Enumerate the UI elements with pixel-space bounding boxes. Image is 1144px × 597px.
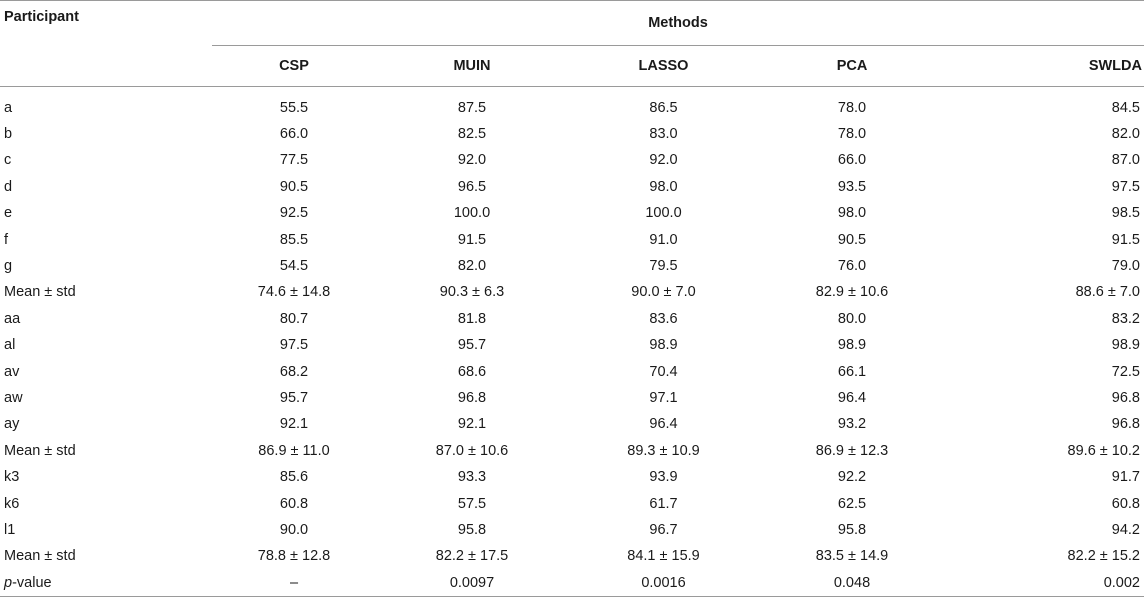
table-cell: 96.8 [1111,416,1140,433]
table-cell: 61.7 [649,495,678,512]
table-row [0,226,1144,252]
table-row [0,95,1144,121]
row-label: k3 [4,469,20,486]
table-cell: 97.1 [649,389,678,406]
row-label: b [4,126,13,143]
table-cell: 82.0 [1111,126,1140,143]
table-body [0,86,1144,596]
table-cell: 85.5 [279,231,309,248]
table-cell: 97.5 [279,337,309,354]
table-cell: 87.5 [457,99,487,116]
table-row [0,253,1144,279]
table-cell: 88.6 ± 7.0 [1075,284,1140,301]
row-label: ay [4,416,20,433]
table-cell: 91.7 [1111,469,1140,486]
table-cell: 60.8 [279,495,309,512]
row-label: g [4,258,13,275]
table-cell: 82.2 ± 15.2 [1067,548,1140,565]
table-cell: 92.1 [279,416,309,433]
table-cell: 98.0 [837,205,867,222]
table-cell: 96.8 [1111,389,1140,406]
methods-header: Methods [212,1,1144,46]
table-cell: 100.0 [453,205,491,222]
table-cell: 84.5 [1111,99,1140,116]
table-cell: 98.5 [1111,205,1140,222]
table-row [0,385,1144,411]
table-cell: 94.2 [1111,521,1140,538]
table-cell: 68.2 [279,363,309,380]
table-cell: 87.0 [1111,152,1140,169]
table-row [0,517,1144,543]
table-cell: 76.0 [837,258,867,275]
pvalue-label-italic: p [4,574,13,591]
spacer-row [0,86,1144,95]
table-cell: 74.6 ± 14.8 [257,284,331,301]
table-cell: 82.0 [457,258,487,275]
table-cell: 89.6 ± 10.2 [1067,442,1140,459]
table-row [0,438,1144,464]
table-cell: 78.0 [837,99,867,116]
table-cell: 90.5 [279,178,309,195]
row-label: f [4,231,9,248]
column-header-swlda: SWLDA [945,45,1144,86]
table-cell: 95.8 [457,521,487,538]
column-header-csp: CSP [212,45,376,86]
table-row [0,490,1144,516]
row-label: c [4,152,12,169]
table-cell: 83.0 [649,126,678,143]
row-label: Mean ± std [4,284,76,301]
table-cell: 91.5 [457,231,487,248]
table-cell: 95.7 [457,337,487,354]
table-cell: 85.6 [279,469,309,486]
pvalue-label [0,570,212,597]
table-cell: 98.9 [1111,337,1140,354]
table-cell: 70.4 [649,363,678,380]
row-label: av [4,363,20,380]
table-cell: 54.5 [279,258,309,275]
table-row [0,279,1144,305]
table-cell: 77.5 [279,152,309,169]
pvalue-label-rest: -value [12,574,52,591]
pvalue-cell: 0.048 [759,570,945,597]
table-row [0,200,1144,226]
table-cell: 92.0 [457,152,487,169]
table-cell: 81.8 [457,310,487,327]
table-cell: 93.2 [837,416,867,433]
pvalue-row [0,570,1144,597]
table-cell: 92.0 [649,152,678,169]
participant-header: Participant [0,1,212,46]
table-cell: 96.5 [457,178,487,195]
table-cell: 57.5 [457,495,487,512]
header-row-1 [0,1,1144,46]
table-cell: 83.6 [649,310,678,327]
table-cell: 78.0 [837,126,867,143]
table-cell: 84.1 ± 15.9 [627,548,700,565]
pvalue-cell: 0.002 [945,570,1144,597]
table-cell: 90.0 ± 7.0 [631,284,696,301]
table-cell: 90.3 ± 6.3 [439,284,505,301]
table-row [0,306,1144,332]
table-cell: 86.5 [649,99,678,116]
row-label: Mean ± std [4,442,76,459]
table-cell: 90.5 [837,231,867,248]
table-cell: 95.8 [837,521,867,538]
table-cell: 87.0 ± 10.6 [435,442,509,459]
table-cell: 72.5 [1111,363,1140,380]
table-cell: 98.0 [649,178,678,195]
table-cell: 55.5 [279,99,309,116]
table-cell: 97.5 [1111,178,1140,195]
table-cell: 66.0 [837,152,867,169]
table-cell: 62.5 [837,495,867,512]
table-row [0,411,1144,437]
row-label: aa [4,310,21,327]
row-label: l1 [4,521,16,538]
table-cell: 89.3 ± 10.9 [627,442,700,459]
table-cell: 90.0 [279,521,309,538]
table-cell: 92.5 [279,205,309,222]
table-cell: 66.1 [837,363,867,380]
table-cell: 91.0 [649,231,678,248]
table-cell: 91.5 [1111,231,1140,248]
table-cell: 93.3 [457,469,487,486]
table-cell: 80.7 [279,310,309,327]
table-cell: 79.0 [1111,258,1140,275]
table-row [0,358,1144,384]
table-cell: 86.9 ± 11.0 [258,442,330,459]
table-cell: 86.9 ± 12.3 [815,442,889,459]
row-label: a [4,99,13,116]
table-row [0,174,1144,200]
table-cell: 83.5 ± 14.9 [815,548,889,565]
table-row [0,332,1144,358]
table-cell: 60.8 [1111,495,1140,512]
table-cell: 96.4 [837,389,867,406]
column-header-muin: MUIN [376,45,568,86]
table-cell: 92.2 [837,469,867,486]
row-label: k6 [4,495,20,512]
column-header-lasso: LASSO [568,45,759,86]
table-cell: 95.7 [279,389,309,406]
table-cell: 100.0 [645,205,682,222]
table-cell: 78.8 ± 12.8 [257,548,331,565]
table-row [0,121,1144,147]
row-label: d [4,178,13,195]
table-cell: 96.4 [649,416,678,433]
row-label: e [4,205,13,222]
pvalue-cell: 0.0097 [376,570,568,597]
table-cell: 96.7 [649,521,678,538]
table-cell: 98.9 [837,337,867,354]
row-label: Mean ± std [4,548,76,565]
table-cell: 83.2 [1111,310,1140,327]
table-cell: 68.6 [457,363,487,380]
table-cell: 79.5 [649,258,678,275]
column-header-pca: PCA [759,45,945,86]
table-row [0,543,1144,569]
spacer-cell [0,86,1144,95]
pvalue-cell: – [212,570,376,597]
row-label: al [4,337,16,354]
table-row [0,147,1144,173]
header-row-2 [0,45,1144,86]
table-cell: 80.0 [837,310,867,327]
table-cell: 92.1 [457,416,487,433]
table-cell: 82.5 [457,126,487,143]
table-cell: 82.9 ± 10.6 [815,284,889,301]
table-cell: 66.0 [279,126,309,143]
row-label: aw [4,389,23,406]
header-spacer [0,45,212,86]
table-cell: 93.9 [649,469,678,486]
table-row [0,464,1144,490]
pvalue-cell: 0.0016 [568,570,759,597]
table-cell: 98.9 [649,337,678,354]
table-cell: 82.2 ± 17.5 [435,548,509,565]
table-cell: 96.8 [457,389,487,406]
table-cell: 93.5 [837,178,867,195]
